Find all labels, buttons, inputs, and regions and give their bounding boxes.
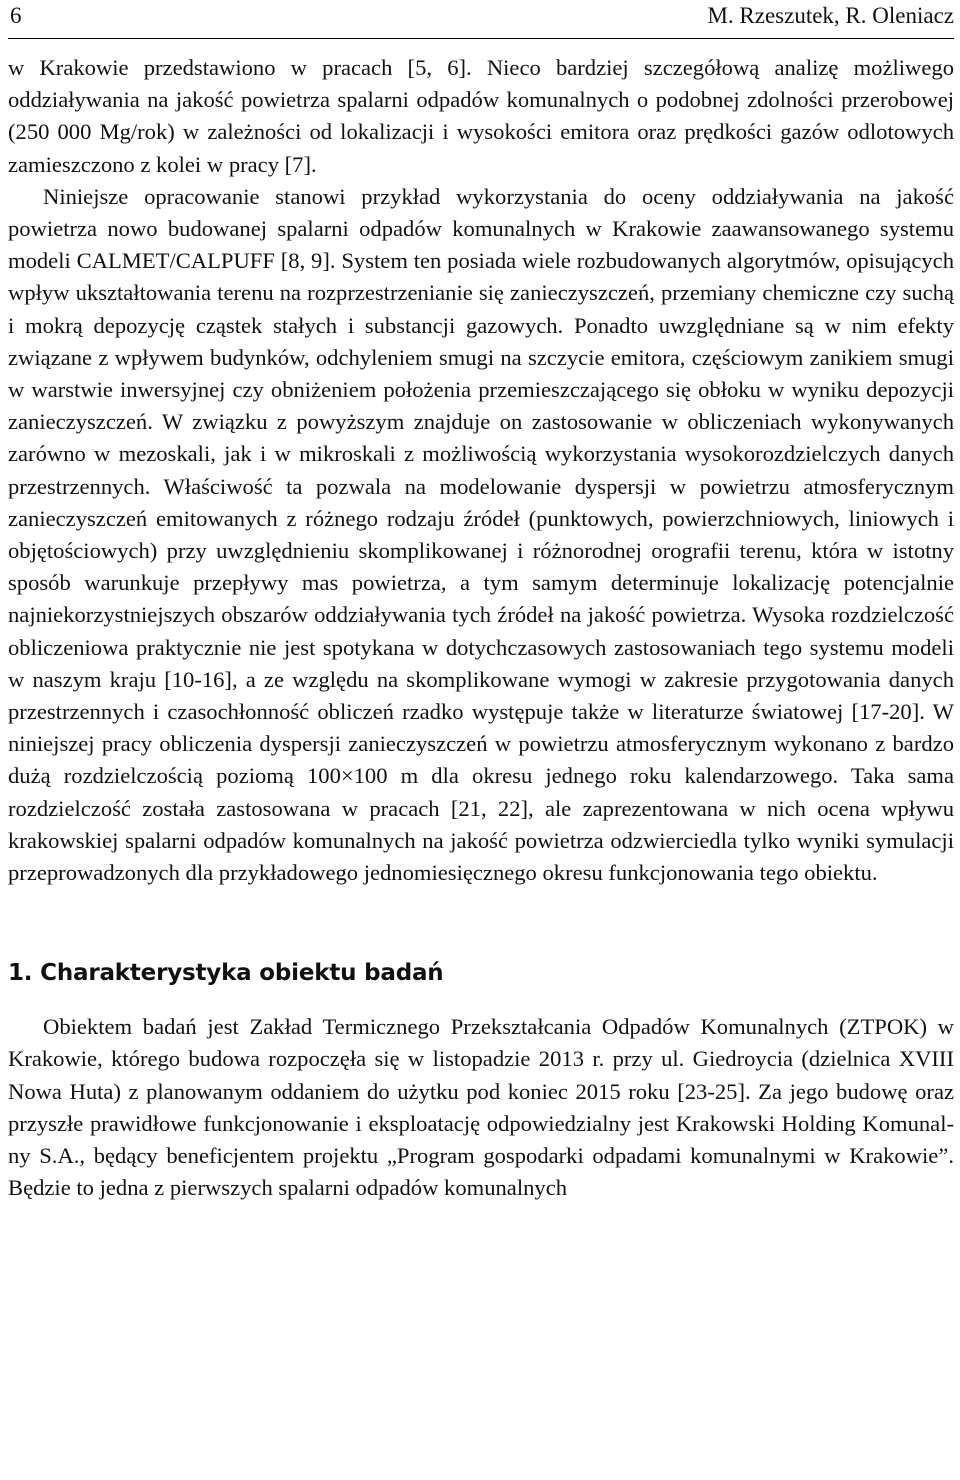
running-head: M. Rzeszutek, R. Oleniacz: [707, 3, 954, 28]
body-text: [8, 52, 954, 889]
section-heading: 1. Charakterystyka obiektu badań: [8, 960, 444, 987]
page-number: 6: [10, 3, 22, 28]
paragraph-object-description: Obiektem badań jest Zakład Termicznego Przekształcania Odpadów Komunalnych (ZTPOK) w Krakowie, którego budowa rozpoczęła się w listopadzie 2013 r. przy ul. Giedroycia (dzielnica XVIII Nowa Huta) z planowanym oddaniem do użytku pod koniec 2015 roku [23-25]. Za jego budowę oraz przyszłe prawidłowe funkcjonowanie i eksploatację odpowiedzialny jest Krakowski Holding Komunalny S.A., będący beneficjentem projektu „Program gospodarki odpadami komunalnymi w Krakowie”. Będzie to jedna z pierwszych spalarni odpadów komunalnych: [8, 1014, 954, 1201]
page-header: [8, 0, 954, 39]
paragraph-continued: w Krakowie przedstawiono w pracach [5, 6]. Nieco bardziej szczegółową analizę możliwego oddziaływania na jakość powietrza spalarni odpadów komunalnych o podobnej zdolności przerobowej (250 000 Mg/rok) w zależności od lokalizacji i wysokości emitora oraz prędkości gazów odlotowych zamieszczono z kolei w pracy [7].: [8, 55, 954, 177]
paragraph-calmet-calpuff: Niniejsze opracowanie stanowi przykład wykorzystania do oceny oddziaływania na jakość powietrza nowo budowanej spalarni odpadów komunalnych w Krakowie zaawansowanego systemu modeli CALMET/CALPUFF [8, 9]. System ten posiada wiele rozbudowanych algorytmów, opisujących wpływ ukształtowania terenu na rozprzestrzenianie się zanieczyszczeń, przemiany chemiczne czy suchą i mokrą depozycję cząstek stałych i substancji gazowych. Ponadto uwzględniane są w nim efekty związane z wpływem budynków, odchyleniem smugi na szczycie emitora, częściowym zanikiem smugi w warstwie inwersyjnej czy obniżeniem położenia przemieszczającego się obłoku w wyniku depozycji zanieczyszczeń. W związku z powyższym znajduje on zastosowanie w obliczeniach wykonywanych zarówno w mezoskali, jak i w mikroskali z możliwością wykorzystania wysokorozdzielczych danych przestrzennych. Właściwość ta pozwala na modelowanie dyspersji w powietrzu atmosferycznym zanieczyszczeń emitowanych z różnego rodzaju źródeł (punktowych, powierzchniowych, liniowych i objętościowych) przy uwzględnieniu skomplikowanej i różnorodnej orografii terenu, która w istotny sposób warunkuje przepływy mas powietrza, a tym samym determinuje lokalizację potencjalnie najniekorzystniejszych obszarów oddziaływania tych źródeł na jakość powietrza. Wysoka rozdzielczość obliczeniowa praktycznie nie jest spotykana w dotychczasowych zastosowaniach tego systemu modeli w naszym kraju [10-16], a ze względu na skomplikowane wymogi w zakresie przygotowania danych przestrzennych i czasochłonność obliczeń rzadko występuje także w literaturze światowej [17-20]. W niniejszej pracy obliczenia dyspersji zanieczyszczeń w powietrzu atmosferycznym wykonano z bardzo dużą rozdzielczością poziomą 100×100 m dla okresu jednego roku kalendarzowego. Taka sama rozdzielczość została zastosowana w pracach [21, 22], ale zaprezentowana w nich ocena wpływu krakowskiej spalarni odpadów komunalnych na jakość powietrza odzwierciedla tylko wyniki symulacji przeprowadzonych dla przykładowego jednomiesięcznego okresu funkcjonowania tego obiektu.: [8, 183, 954, 886]
section-body: [8, 1011, 954, 1204]
